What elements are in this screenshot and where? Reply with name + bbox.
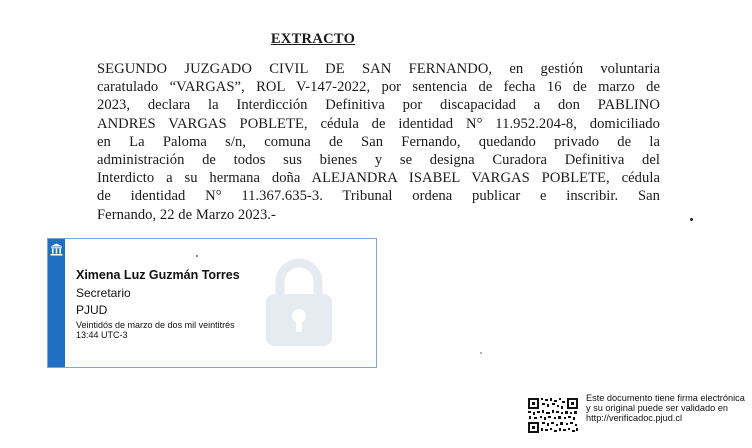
verification-note (586, 394, 752, 423)
document-title: EXTRACTO (270, 31, 356, 47)
body-line: administración de todos sus bienes y se designa Curadora Definitiva del (97, 152, 660, 169)
signer-name: Ximena Luz Guzmán Torres (76, 268, 240, 282)
body-line: Interdicto a su hermana doña ALEJANDRA ISABEL VARGAS POBLETE, cédula (97, 170, 660, 187)
speck (196, 255, 198, 257)
body-line: ANDRES VARGAS POBLETE, cédula de identidad N° 11.952.204-8, domiciliado (97, 115, 660, 132)
body-line: de identidad N° 11.367.635-3. Tribunal ordena publicar e inscribir. San (97, 188, 660, 205)
body-line: 2023, declara la Interdicción Definitiva por discapacidad a don PABLINO (97, 97, 660, 114)
speck (690, 218, 693, 221)
body-line: SEGUNDO JUZGADO CIVIL DE SAN FERNANDO, en gestión voluntaria (97, 61, 660, 77)
lock-watermark-icon (260, 254, 338, 350)
signature-box (47, 238, 377, 368)
verification-url: http://verificadoc.pjud.cl (586, 412, 683, 423)
document-body (97, 60, 660, 224)
verification-line: y su original puede ser validado en (586, 402, 728, 413)
signer-role: Secretario (76, 286, 131, 300)
qr-code-icon (527, 397, 579, 434)
verification-line: Este documento tiene firma electrónica (586, 393, 745, 403)
signature-accent-bar (48, 239, 65, 367)
speck (480, 352, 482, 354)
body-line: en La Paloma s/n, comuna de San Fernando, quedando privado de la (97, 133, 660, 150)
signature-date: Veintidós de marzo de dos mil veintitrés (76, 320, 235, 330)
courthouse-icon (50, 243, 63, 256)
body-line: caratulado “VARGAS”, ROL V-147-2022, por sentencia de fecha 16 de marzo de (97, 79, 660, 96)
signer-organization: PJUD (76, 303, 108, 317)
body-line: Fernando, 22 de Marzo 2023.- (97, 206, 276, 223)
signature-time: 13:44 UTC-3 (76, 330, 128, 340)
